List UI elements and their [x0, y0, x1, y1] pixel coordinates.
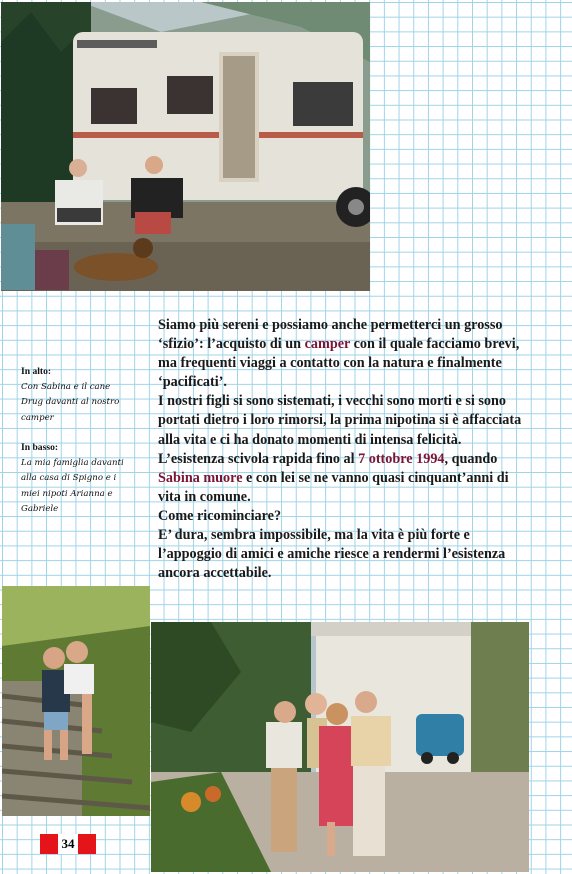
page-number-text: 34	[58, 834, 78, 854]
paragraph-3	[158, 450, 530, 507]
paragraph-2: I nostri figli si sono sistemati, i vecchi sono morti e si sono portati dietro i loro rimorsi, la prima nipotina si è affacciata alla vita e ci ha donato momenti di intensa felicità.	[158, 393, 522, 448]
camper-photo	[1, 2, 370, 291]
page-marker-right	[78, 834, 96, 854]
caption-bottom-line: La mia famiglia davanti	[21, 457, 124, 468]
text: L’esistenza scivola rapida fino al	[158, 450, 359, 467]
paragraph-5: E’ dura, sembra impossibile, ma la vita è più forte e l’appoggio di amici e amiche riesce a rendermi l’esistenza ancora accettabile.	[158, 527, 506, 582]
paragraph-1	[158, 316, 530, 392]
highlight-sabina-muore: Sabina muore	[158, 469, 243, 486]
caption-top-line: camper	[21, 412, 54, 423]
family-in-front-of-house-photo	[151, 622, 529, 872]
children-on-steps-photo	[2, 586, 150, 816]
caption-top-heading: In alto:	[21, 366, 52, 377]
caption-top-line: Con Sabina e il cane	[21, 381, 111, 392]
caption-bottom-heading: In basso:	[21, 442, 59, 453]
caption-top-line: Drug davanti al nostro	[21, 397, 120, 407]
paragraph-4: Come ricominciare?	[158, 507, 282, 524]
highlight-camper: camper	[304, 336, 351, 353]
caption-bottom-line: alla casa di Spigno e i	[21, 473, 117, 483]
text: con il quale facciamo brevi, ma frequenti viaggi a contatto con la natura e finalmente ‘pacificati’.	[158, 336, 520, 391]
text: , quando	[444, 450, 498, 467]
page-number	[40, 834, 96, 854]
text: Siamo più sereni e possiamo anche permetterci un grosso ‘sfizio’: l’acquisto di un	[158, 317, 503, 353]
photo-captions	[21, 364, 136, 518]
highlight-date: 7 ottobre 1994	[358, 450, 445, 467]
page-marker-left	[40, 834, 58, 854]
caption-bottom-line: miei nipoti Arianna e	[21, 488, 113, 499]
caption-bottom-line: Gabriele	[21, 504, 59, 514]
main-text	[158, 316, 530, 583]
text: e con lei se ne vanno quasi cinquant’anni di vita in comune.	[158, 469, 509, 505]
